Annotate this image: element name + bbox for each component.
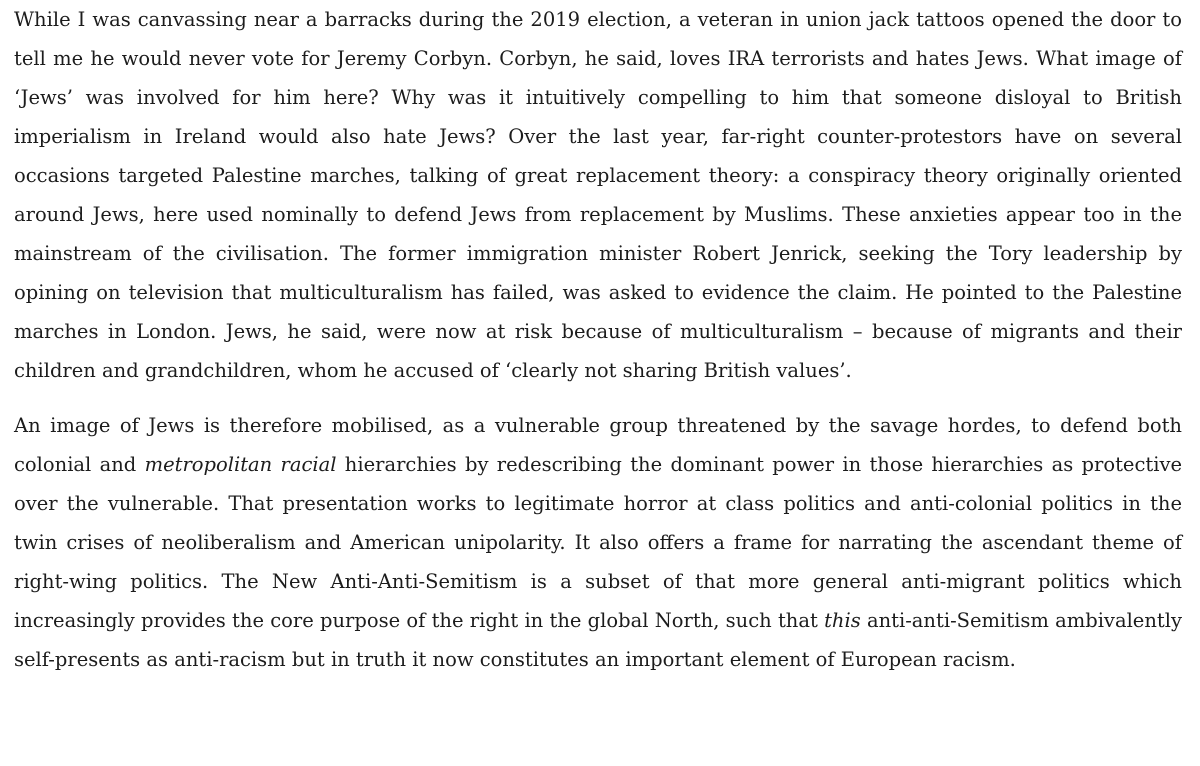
paragraph-2-text-c: anti-anti-Semitism ambivalently self-presents as anti-racism but in truth it now constitutes an important element of European racism. [14, 609, 1182, 671]
paragraph-2-text-b: hierarchies by redescribing the dominant power in those hierarchies as protective over the vulnerable. That presentation works to legitimate horror at class politics and anti-colonial politics in the twin crises of neoliberalism and American unipolarity. It also offers a frame for narrating the ascendant theme of right-wing politics. The New Anti-Anti-Semitism is a subset of that more general anti-migrant politics which increasingly provides the core purpose of the right in the global North, such that [14, 453, 1183, 632]
paragraph-1 [14, 0, 1182, 390]
paragraph-2 [14, 406, 1182, 679]
paragraph-1-text: While I was canvassing near a barracks during the 2019 election, a veteran in union jack tattoos opened the door to tell me he would never vote for Jeremy Corbyn. Corbyn, he said, loves IRA terrorists and hates Jews. What image of ‘Jews’ was involved for him here? Why was it intuitively compelling to him that someone disloyal to British imperialism in Ireland would also hate Jews? Over the last year, far-right counter-protestors have on several occasions targeted Palestine marches, talking of great replacement theory: a conspiracy theory originally oriented around Jews, here used nominally to defend Jews from replacement by Muslims. These anxieties appear too in the mainstream of the civilisation. The former immigration minister Robert Jenrick, seeking the Tory leadership by opining on television that multiculturalism has failed, was asked to evidence the claim. He pointed to the Palestine marches in London. Jews, he said, were now at risk because of multiculturalism – because of migrants and their children and grandchildren, whom he accused of ‘clearly not sharing British values’. [14, 8, 1182, 382]
paragraph-2-text-a: An image of Jews is therefore mobilised, as a vulnerable group threatened by the savage hordes, to defend both colonial and [14, 414, 1182, 476]
emphasis-metropolitan-racial: metropolitan racial [144, 453, 337, 476]
emphasis-this: this [824, 609, 861, 632]
article-body [14, 0, 1182, 679]
